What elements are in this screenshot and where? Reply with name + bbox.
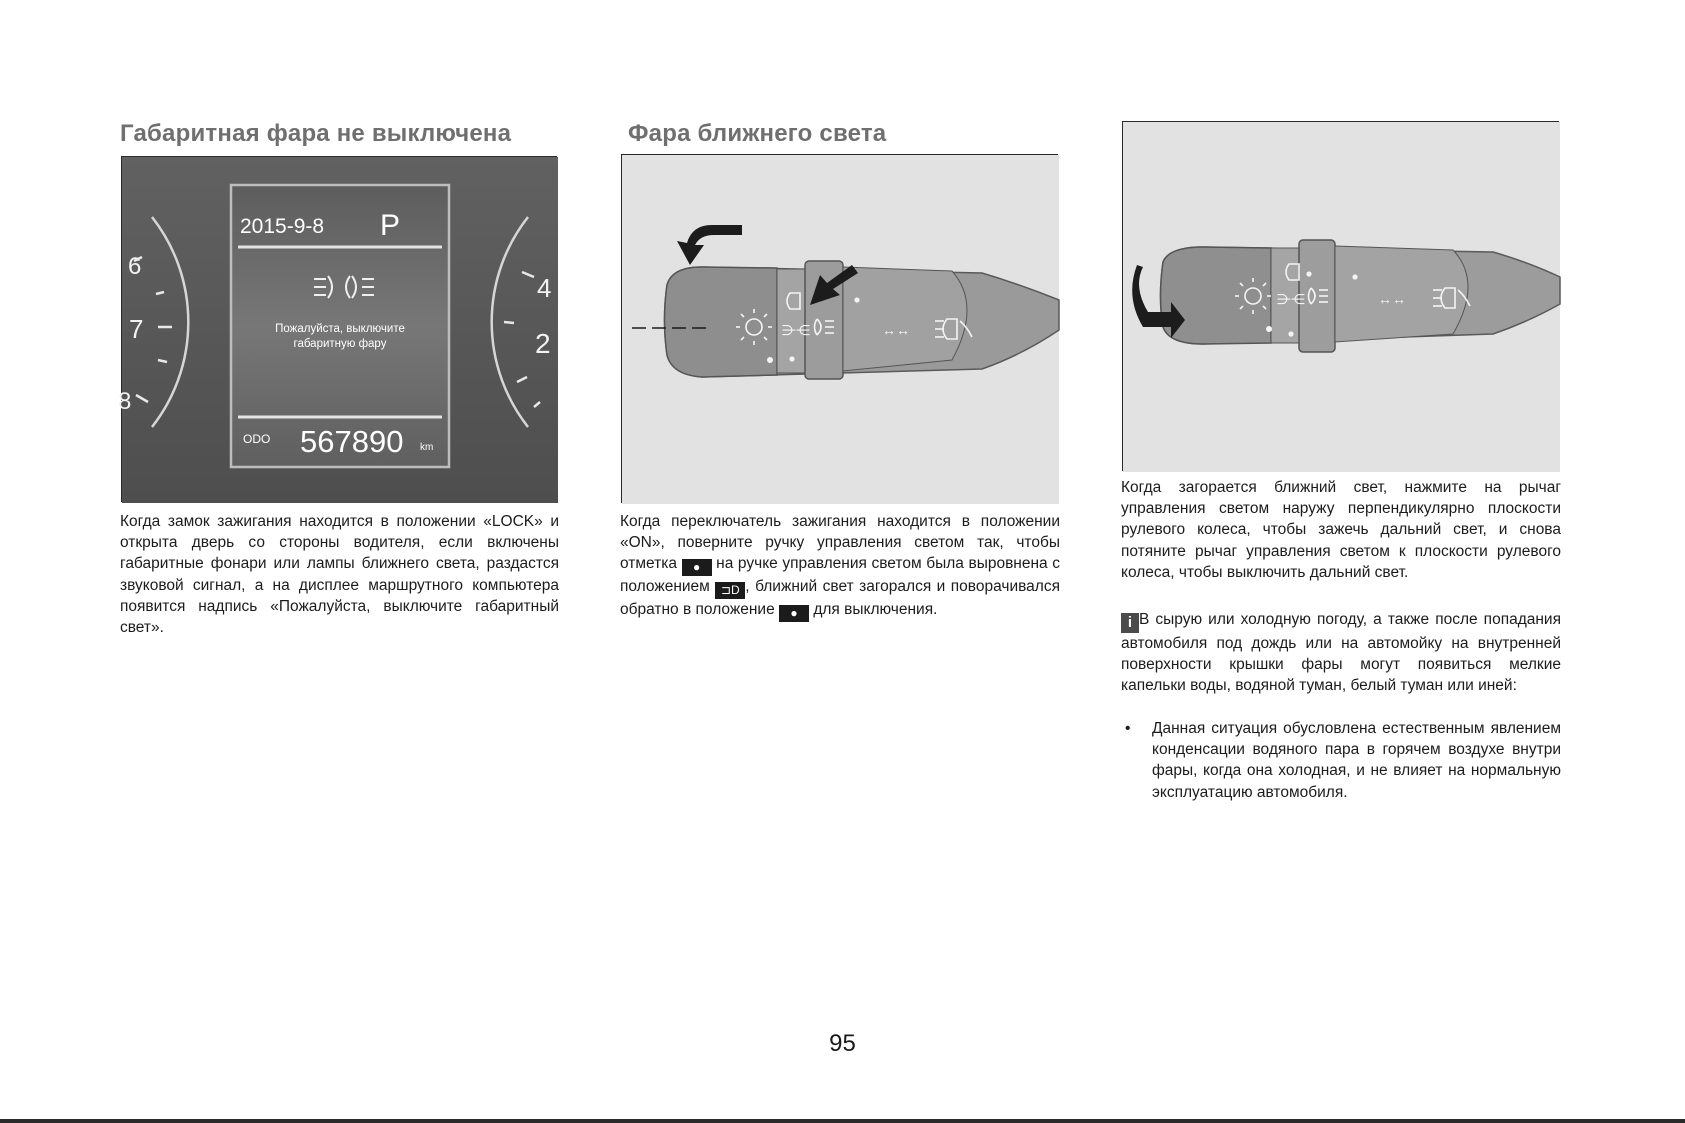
position-lamp-icon: ⋺⋲ xyxy=(782,322,810,338)
instrument-cluster-illustration xyxy=(118,157,558,503)
display-message-line-1: Пожалуйста, выключите xyxy=(275,323,405,335)
dot-mark-inline-icon: ● xyxy=(682,559,712,576)
paragraph-low-beam-part4: для выключения. xyxy=(813,601,938,619)
bottom-rule xyxy=(0,1119,1685,1123)
paragraph-low-beam-part1: Когда переключатель зажигания находится в положении «ON», поверните ручку управления светом так, чтобы отметка xyxy=(620,513,1060,573)
odo-label: ODO xyxy=(243,432,271,446)
heading-low-beam: Фара ближнего света xyxy=(628,120,887,147)
paragraph-low-beam xyxy=(620,511,1060,622)
left-gauge-label-6: 6 xyxy=(128,253,142,280)
display-date: 2015-9-8 xyxy=(240,215,325,238)
page-number: 95 xyxy=(829,1030,856,1057)
position-lamp-icon-2: ⋺⋲ xyxy=(1277,291,1305,307)
right-gauge-label-2: 2 xyxy=(535,328,551,359)
display-message-line-2: габаритную фару xyxy=(293,338,387,350)
display-gear: P xyxy=(380,209,401,242)
heading-parking-light-not-off: Габаритная фара не выключена xyxy=(120,120,512,147)
light-switch-lever-illustration xyxy=(622,155,1059,504)
instrument-cluster-figure xyxy=(118,156,557,502)
bullet-list xyxy=(1121,718,1561,803)
bullet-dot-icon: • xyxy=(1125,720,1131,737)
light-switch-rotate-figure xyxy=(621,154,1058,503)
info-icon: i xyxy=(1121,613,1139,633)
odo-value: 567890 xyxy=(300,424,404,459)
note-condensation xyxy=(1121,609,1561,697)
light-switch-push-figure xyxy=(1122,121,1559,471)
high-beam-lever-illustration xyxy=(1123,122,1560,472)
left-gauge-label-8: 8 xyxy=(118,388,132,415)
list-item xyxy=(1121,718,1561,803)
note-condensation-text: В сырую или холодную погоду, а также после попадания автомобиля под дождь или на автомойку на внутренней поверхности крышки фары могут появиться мелкие капельки воды, водяной туман, белый туман или иней: xyxy=(1121,611,1561,695)
low-beam-inline-icon: ⊐D xyxy=(715,582,745,599)
bullet-text: Данная ситуация обусловлена естественным явлением конденсации водяного пара в горячем воздухе внутри фары, когда она холодная, и не влияет на нормальную эксплуатацию автомобиля. xyxy=(1152,720,1561,801)
odo-unit: km xyxy=(420,442,434,453)
left-gauge-label-7: 7 xyxy=(129,314,144,344)
dot-mark-icon xyxy=(767,357,773,363)
paragraph-high-beam: Когда загорается ближний свет, нажмите на рычаг управления светом наружу перпендикулярно плоскости рулевого колеса, чтобы зажечь дальний свет, и снова потяните рычаг управления светом к плоскости рулевого колеса, чтобы выключить дальний свет. xyxy=(1121,479,1561,581)
paragraph-parking-light-warning: Когда замок зажигания находится в положении «LOCK» и открыта дверь со стороны водителя, если включены габаритные фонари или лампы ближнего света, раздастся звуковой сигнал, а на дисплее маршрутного компьютера появится надпись «Пожалуйста, выключите габаритный свет». xyxy=(120,513,559,637)
flash-arrows-icon-2: ↔↔ xyxy=(1378,291,1406,307)
flash-arrows-icon: ↔↔ xyxy=(882,322,910,338)
right-gauge-label-4: 4 xyxy=(537,273,552,303)
paragraph-low-beam-part3: , ближний свет загорался и поворачивался обратно в положение xyxy=(620,578,1060,619)
paragraph-low-beam-part2: на ручке управления светом была выровнена с положением xyxy=(620,555,1061,596)
off-position-inline-icon: ● xyxy=(779,605,809,622)
